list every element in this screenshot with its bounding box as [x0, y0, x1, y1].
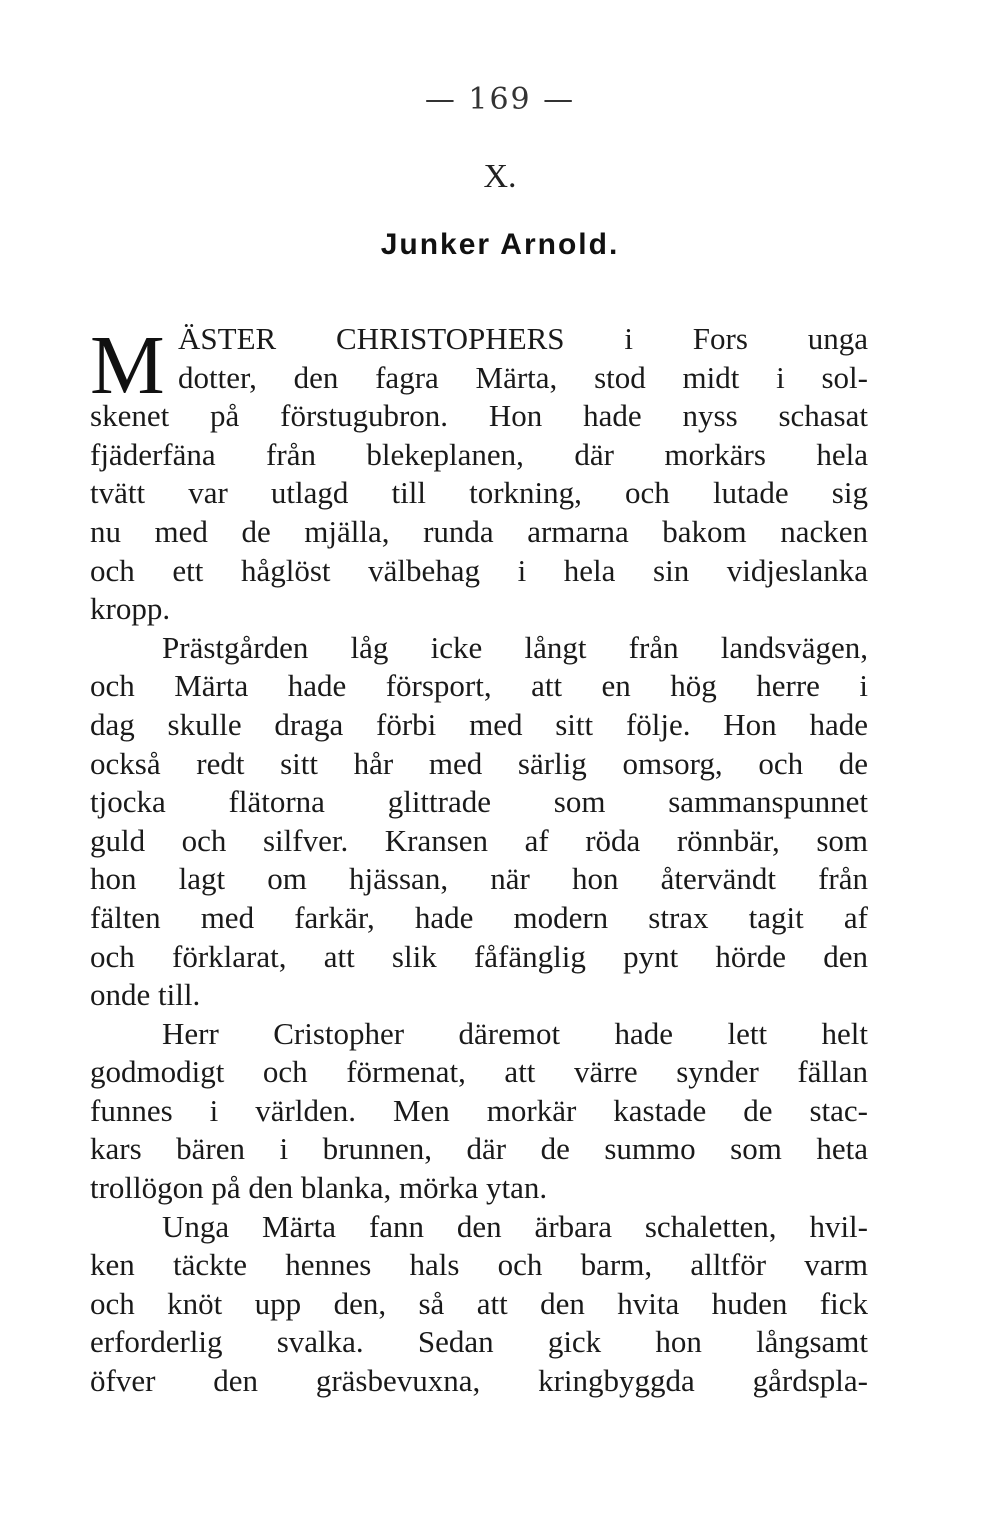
text-line: onde till. [90, 977, 201, 1013]
text-line: och knöt upp den, så att den hvita huden fick [90, 1285, 868, 1321]
text-line: ken täckte hennes hals och barm, alltför varm [90, 1247, 868, 1283]
drop-cap: M [90, 319, 165, 412]
text-line: guld och silfver. Kransen af röda rönnbär, som [90, 822, 868, 858]
page-number: — 169 — [424, 82, 576, 117]
text-line: funnes i världen. Men morkär kastade de stac- [90, 1092, 868, 1128]
text-line: och ett håglöst välbehag i hela sin vidjeslanka [90, 552, 868, 588]
text-line: skenet på förstugubron. Hon hade nyss schasat [90, 398, 868, 434]
text-line: kropp. [90, 591, 171, 627]
text-line: nu med de mjälla, runda armarna bakom nacken [90, 513, 868, 549]
chapter-number: X. [483, 158, 517, 195]
text-line: dag skulle draga förbi med sitt följe. Hon hade [90, 706, 868, 742]
text-line: fälten med farkär, hade modern strax tagit af [90, 899, 868, 935]
text-line: ÄSTER CHRISTOPHERS i Fors unga [178, 321, 868, 356]
text-line: öfver den gräsbevuxna, kringbyggda gårdspla- [90, 1363, 868, 1399]
body-text [90, 320, 868, 1401]
paragraph [90, 1208, 868, 1401]
paragraph [90, 629, 868, 1015]
text-line: dotter, den fagra Märta, stod midt i sol- [178, 359, 868, 395]
text-line: och förklarat, att slik fåfänglig pynt hörde den [90, 938, 868, 974]
text-line: Unga Märta fann den ärbara schaletten, hvil- [162, 1208, 868, 1244]
text-line: erforderlig svalka. Sedan gick hon långsamt [90, 1324, 868, 1360]
text-line: och Märta hade försport, att en hög herre i [90, 668, 868, 704]
text-line: trollögon på den blanka, mörka ytan. [90, 1170, 548, 1206]
text-line: fjäderfäna från blekeplanen, där morkärs hela [90, 436, 868, 472]
text-line: Herr Cristopher däremot hade lett helt [162, 1015, 868, 1051]
text-line: godmodigt och förmenat, att värre synder fällan [90, 1054, 868, 1090]
text-line: tjocka flätorna glittrade som sammanspunnet [90, 784, 868, 820]
chapter-title: Junker Arnold. [380, 228, 620, 261]
text-line: också redt sitt hår med särlig omsorg, och de [90, 745, 868, 781]
paragraph [90, 1015, 868, 1208]
text-line: hon lagt om hjässan, när hon återvändt från [90, 861, 868, 897]
text-line: tvätt var utlagd till torkning, och lutade sig [90, 475, 868, 511]
paragraph [90, 320, 868, 629]
text-line: kars bären i brunnen, där de summo som heta [90, 1131, 868, 1167]
text-line: Prästgården låg icke långt från landsvägen, [162, 629, 868, 665]
